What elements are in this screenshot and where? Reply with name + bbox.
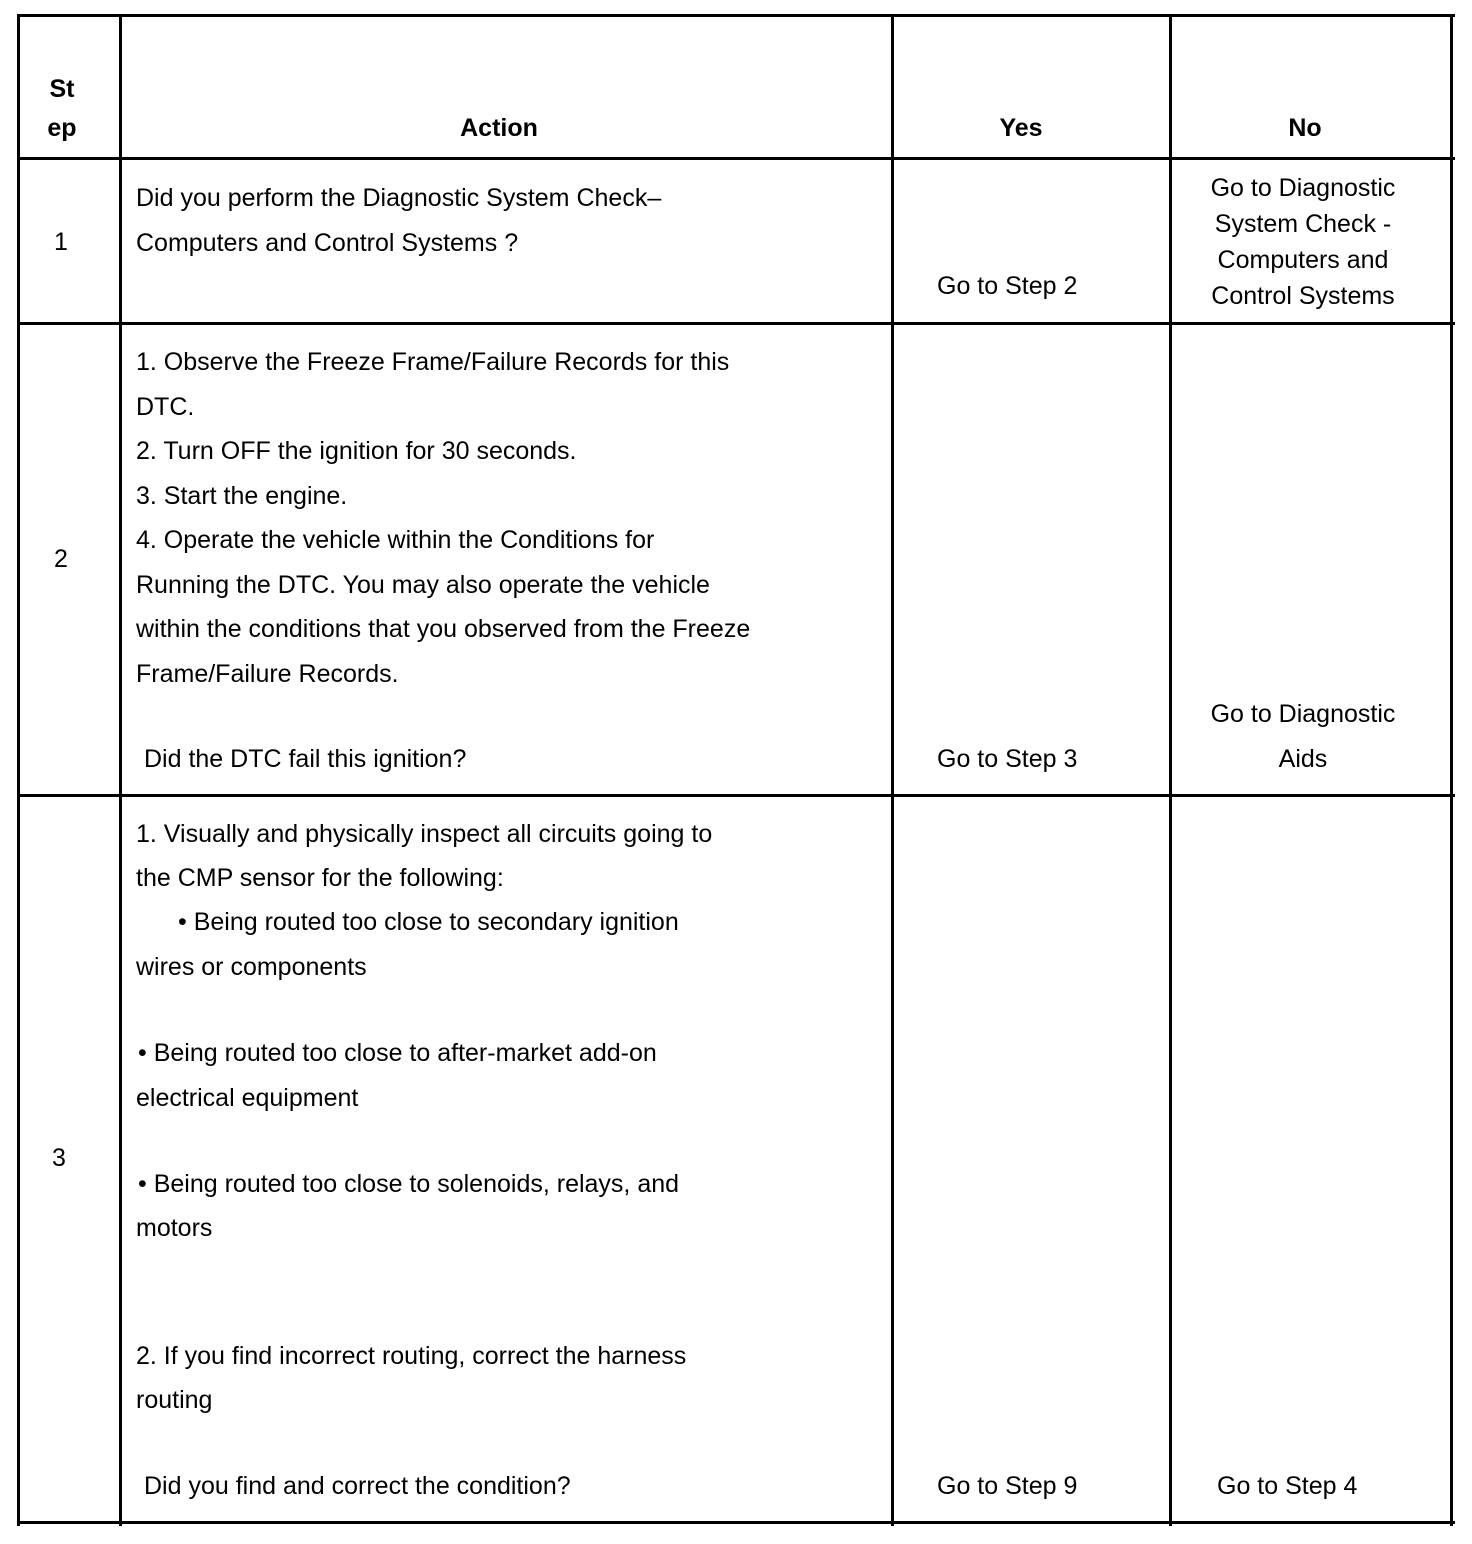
row-1-action-line: Did you perform the Diagnostic System Check–: [136, 184, 662, 212]
row-3-action-line: 1. Visually and physically inspect all circuits going to: [136, 820, 713, 848]
row-2-yes: Go to Step 3: [937, 745, 1078, 773]
table-bottom-border: [17, 1521, 1455, 1524]
table-top-border: [17, 14, 1455, 17]
header-step-line-1: St: [49, 75, 75, 103]
row-1-action-line: Computers and Control Systems ?: [136, 228, 519, 257]
diagnostic-table: [17, 14, 1455, 1526]
header-bottom-border: [17, 157, 1455, 160]
row-3-action-line: 2. If you find incorrect routing, correct the harness: [136, 1342, 687, 1370]
row-3-yes: Go to Step 9: [937, 1472, 1078, 1500]
row-1-action: [136, 176, 661, 265]
row-2-action-line: within the conditions that you observed from the Freeze: [136, 615, 751, 643]
action-column-divider: [891, 14, 894, 1526]
row-2-bottom-border: [17, 794, 1455, 797]
header-step: [17, 70, 107, 148]
row-2-question: Did the DTC fail this ignition?: [144, 745, 467, 773]
row-2-action-line: Frame/Failure Records.: [136, 659, 399, 688]
step-column-divider: [119, 14, 122, 1526]
row-1-no-line: Control Systems: [1211, 282, 1395, 310]
row-1-no: [1169, 170, 1437, 314]
row-2-no-line: Go to Diagnostic: [1210, 700, 1396, 728]
row-3-step: 3: [52, 1144, 66, 1172]
row-3-action-line: motors: [136, 1214, 213, 1242]
header-action: Action: [460, 114, 538, 142]
row-3-action-line: wires or components: [136, 953, 367, 981]
header-yes: Yes: [999, 114, 1043, 142]
row-2-action-line: DTC.: [136, 392, 195, 421]
row-1-no-line: Computers and: [1217, 246, 1389, 274]
row-2-action-line: 3. Start the engine.: [136, 481, 348, 510]
row-3-action-line: • Being routed too close to solenoids, relays, and: [138, 1170, 680, 1198]
row-3-action-line: electrical equipment: [136, 1084, 359, 1112]
header-no: No: [1288, 114, 1322, 142]
row-1-no-line: Go to Diagnostic: [1210, 174, 1396, 202]
row-2-action-line: 1. Observe the Freeze Frame/Failure Records for this: [136, 348, 730, 376]
row-3-action-line: routing: [136, 1386, 213, 1414]
row-2-action-line: 2. Turn OFF the ignition for 30 seconds.: [136, 437, 577, 465]
row-3-action-line: • Being routed too close to secondary ignition: [178, 908, 679, 936]
header-step-line-2: ep: [47, 114, 77, 142]
row-2-action: [136, 340, 750, 696]
row-3-action-line: the CMP sensor for the following:: [136, 864, 504, 892]
row-2-no-line: Aids: [1278, 744, 1328, 773]
row-2-action-line: Running the DTC. You may also operate the vehicle: [136, 570, 710, 599]
row-1-no-line: System Check -: [1214, 210, 1392, 238]
row-3-question: Did you find and correct the condition?: [144, 1472, 571, 1500]
row-3-action-line: • Being routed too close to after-market add-on: [138, 1039, 657, 1067]
table-right-border: [1450, 14, 1453, 1526]
row-1-bottom-border: [17, 322, 1455, 325]
row-2-action-line: 4. Operate the vehicle within the Conditions for: [136, 526, 655, 554]
row-3-no: Go to Step 4: [1217, 1472, 1358, 1500]
row-1-yes: Go to Step 2: [937, 272, 1078, 300]
row-1-step: 1: [54, 228, 68, 256]
row-2-step: 2: [54, 545, 68, 573]
row-2-no: [1169, 692, 1437, 781]
